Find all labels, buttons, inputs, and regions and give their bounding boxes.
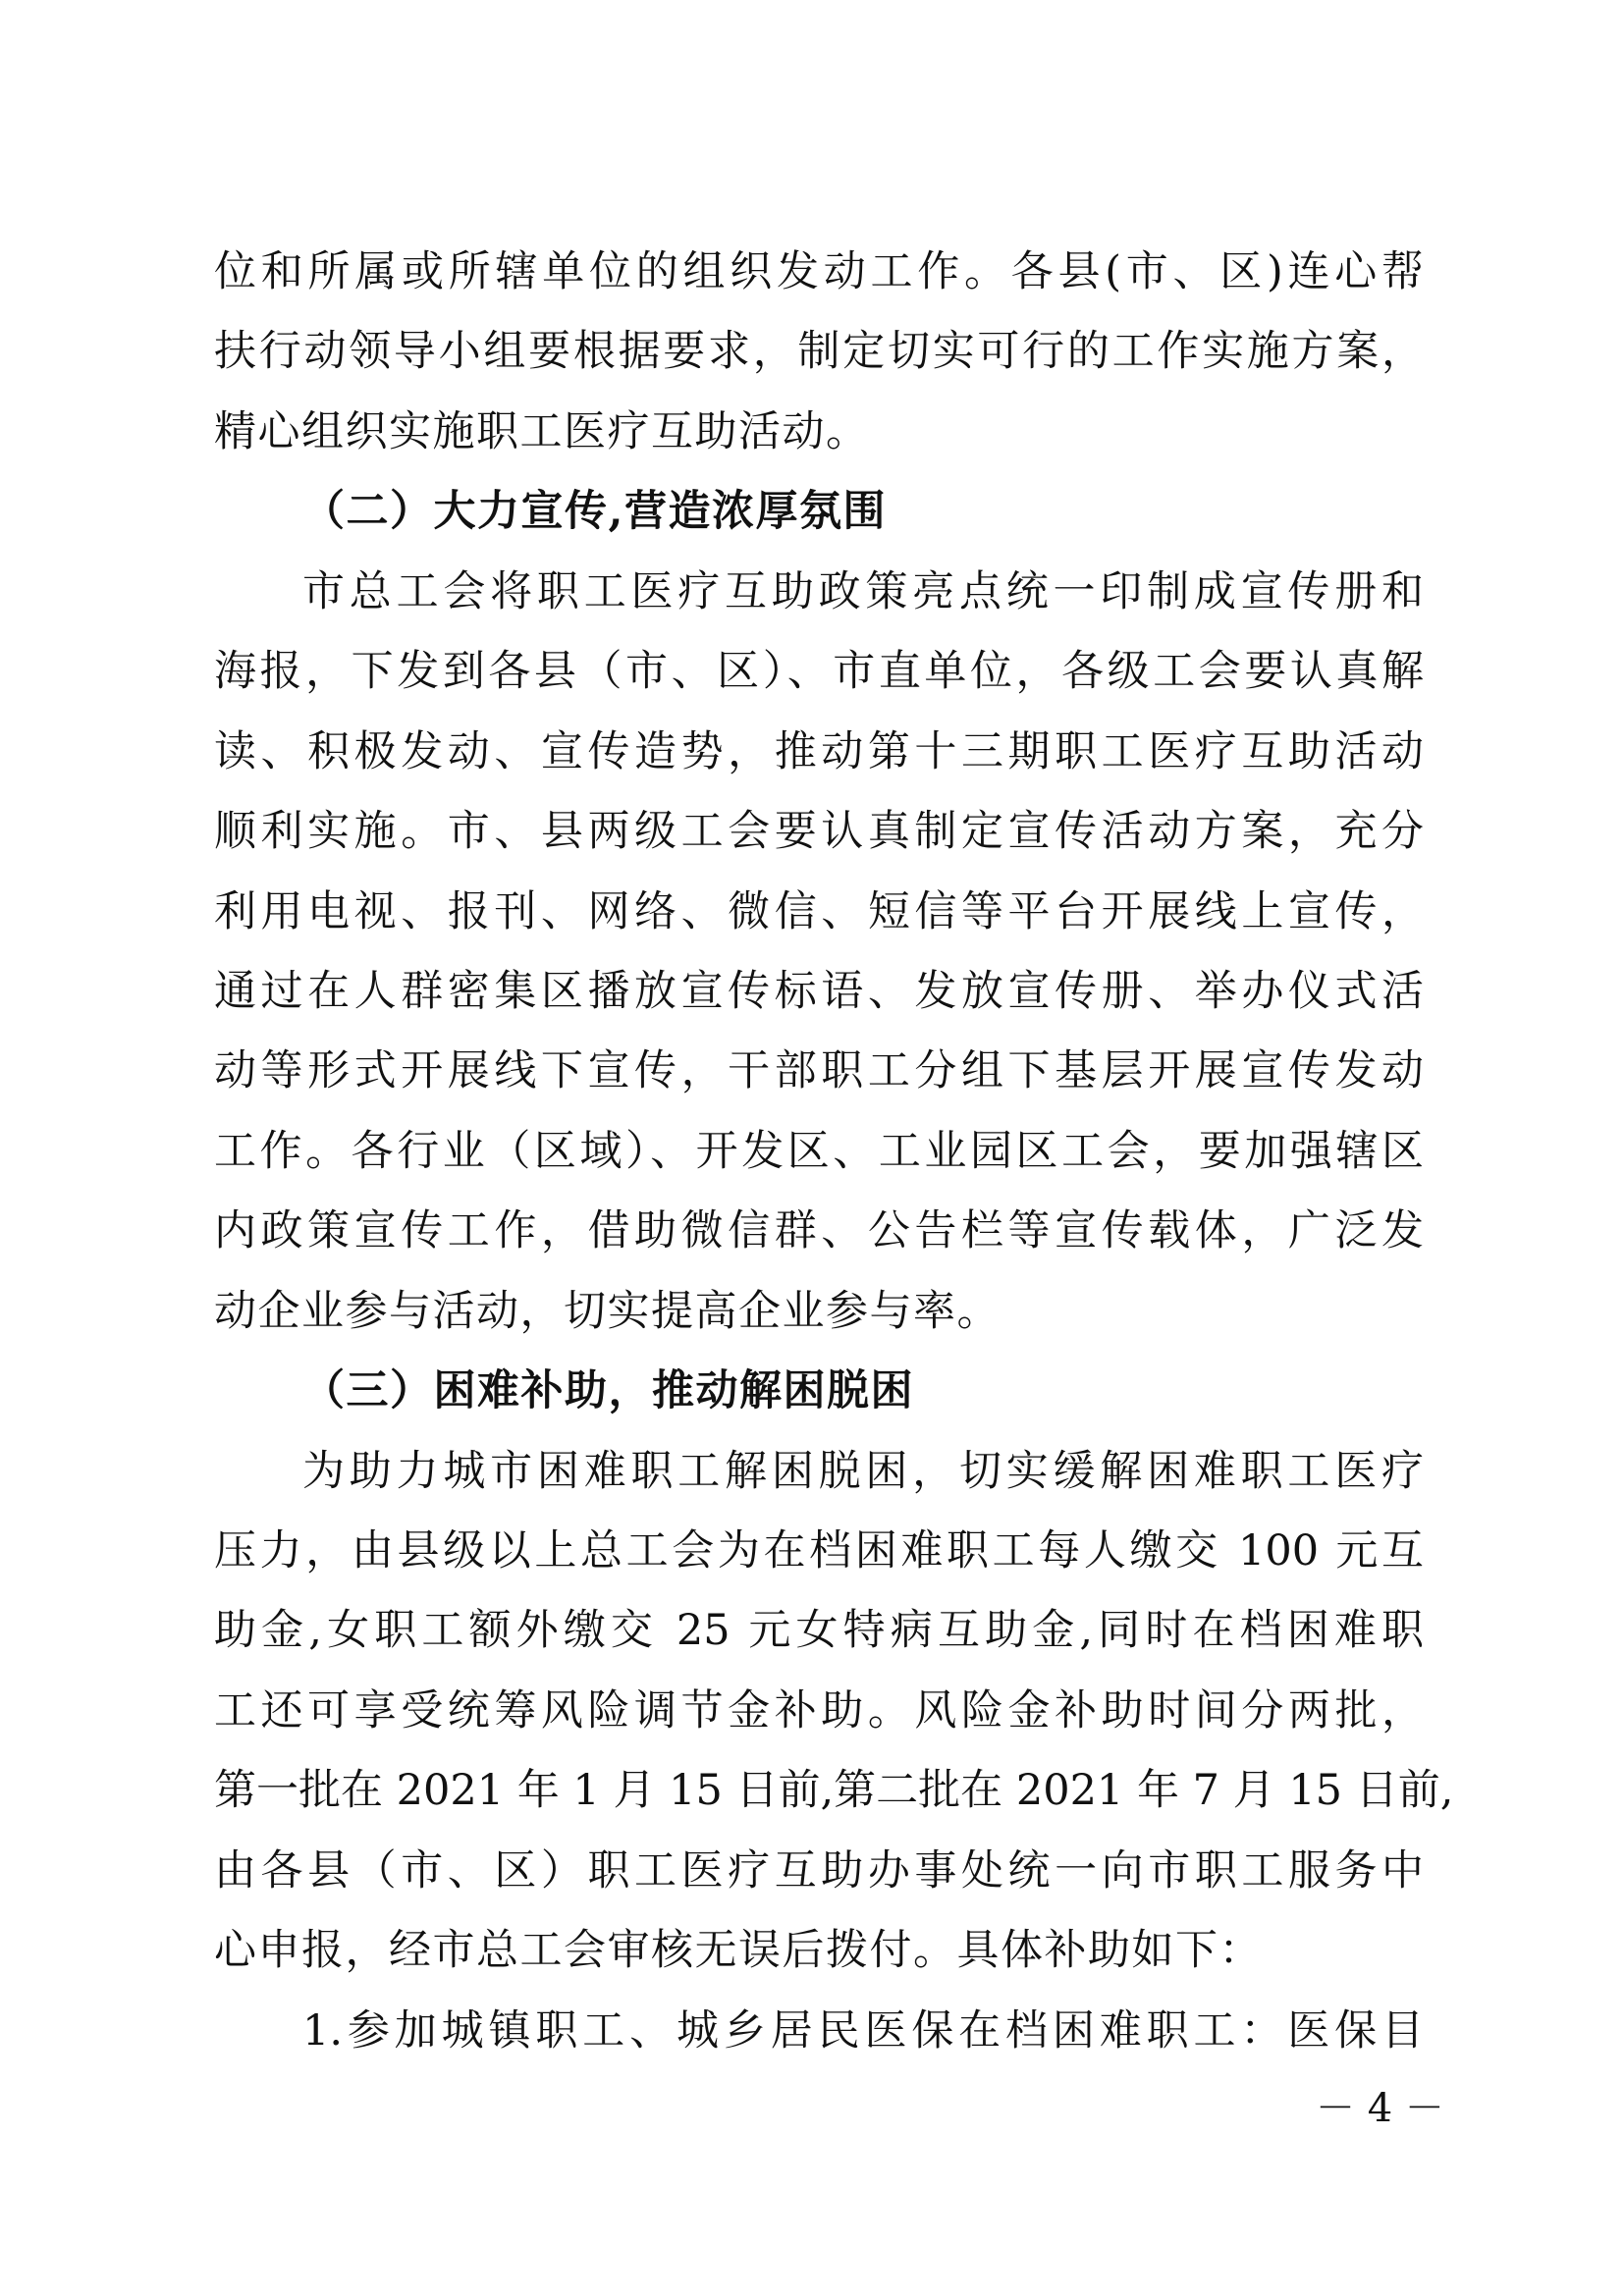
- text-line: 通过在人群密集区播放宣传标语、发放宣传册、举办仪式活: [214, 966, 1424, 1016]
- text-line: 读、积极发动、宣传造势，推动第十三期职工医疗互助活动: [214, 726, 1424, 776]
- text-line: 利用电视、报刊、网络、微信、短信等平台开展线上宣传，: [214, 886, 1424, 936]
- section-heading: （三）困难补助，推动解困脱困: [302, 1366, 914, 1416]
- document-body: [214, 233, 1454, 2071]
- text-line: 市总工会将职工医疗互助政策亮点统一印制成宣传册和: [302, 566, 1424, 616]
- text-line: 助金,女职工额外缴交 25 元女特病互助金,同时在档困难职: [214, 1606, 1424, 1656]
- text-line: 1.参加城镇职工、城乡居民医保在档困难职工：医保目: [302, 2005, 1424, 2056]
- text-line: 为助力城市困难职工解困脱困，切实缓解困难职工医疗: [302, 1446, 1424, 1496]
- text-line: 由各县（市、区）职工医疗互助办事处统一向市职工服务中: [214, 1845, 1424, 1896]
- text-line: 精心组织实施职工医疗互助活动。: [214, 406, 870, 456]
- text-line: 动企业参与活动，切实提高企业参与率。: [214, 1286, 1001, 1336]
- page-number: － 4 －: [1316, 2086, 1444, 2131]
- text-line: 内政策宣传工作，借助微信群、公告栏等宣传载体，广泛发: [214, 1206, 1424, 1256]
- text-line: 扶行动领导小组要根据要求，制定切实可行的工作实施方案，: [214, 327, 1424, 377]
- text-line: 工还可享受统筹风险调节金补助。风险金补助时间分两批，: [214, 1685, 1424, 1735]
- section-heading: （二）大力宣传,营造浓厚氛围: [302, 487, 887, 537]
- text-line: 心申报，经市总工会审核无误后拨付。具体补助如下：: [214, 1926, 1263, 1976]
- text-line: 海报，下发到各县（市、区）、市直单位，各级工会要认真解: [214, 647, 1424, 697]
- text-line: 位和所属或所辖单位的组织发动工作。各县(市、区)连心帮: [214, 247, 1424, 296]
- text-line: 工作。各行业（区域）、开发区、工业园区工会，要加强辖区: [214, 1126, 1424, 1176]
- text-line: 压力，由县级以上总工会为在档困难职工每人缴交 100 元互: [214, 1526, 1424, 1575]
- text-line: 动等形式开展线下宣传，干部职工分组下基层开展宣传发动: [214, 1046, 1424, 1096]
- text-line: 第一批在 2021 年 1 月 15 日前,第二批在 2021 年 7 月 15 日前,: [214, 1766, 1454, 1816]
- text-line: 顺利实施。市、县两级工会要认真制定宣传活动方案，充分: [214, 807, 1424, 857]
